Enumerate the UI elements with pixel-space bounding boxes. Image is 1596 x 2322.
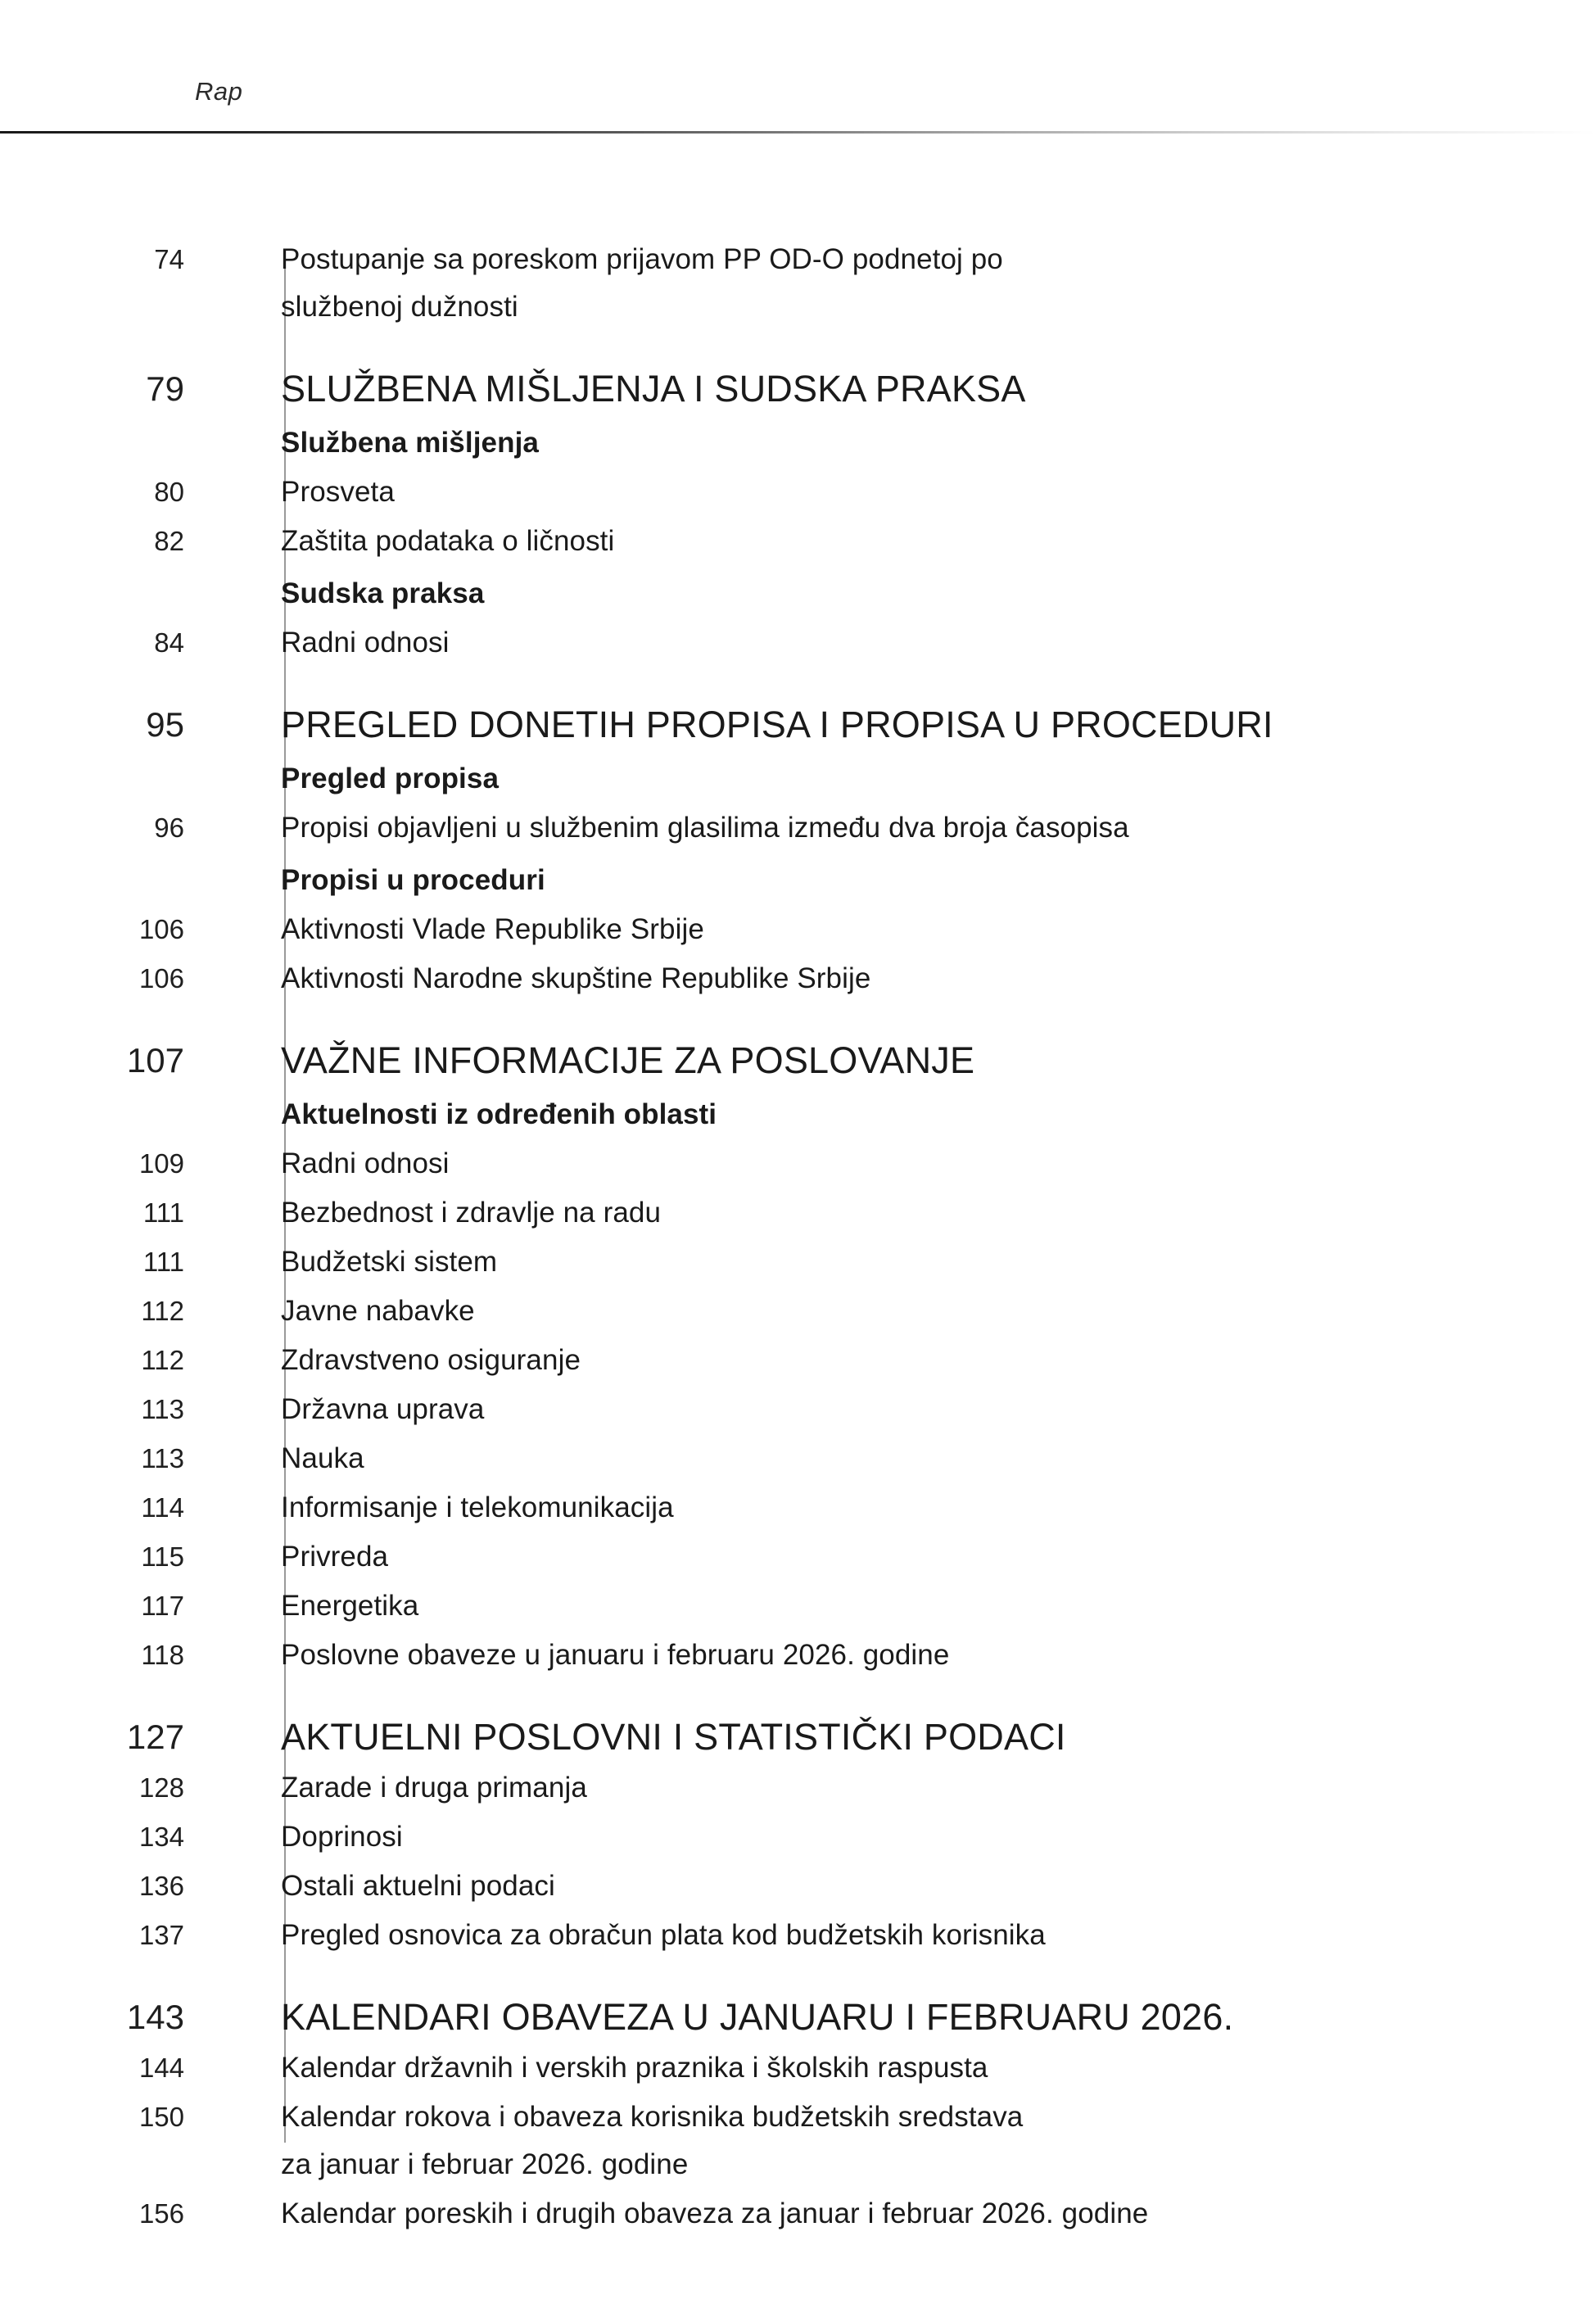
toc-page-number: 128 — [138, 1772, 184, 1803]
toc-entry-label — [235, 804, 1129, 852]
toc-entry-label-line1: Propisi u proceduri — [281, 864, 545, 896]
toc-entry-label-line1: Zdravstveno osiguranje — [281, 1344, 581, 1376]
toc-page-number: 82 — [154, 526, 184, 556]
toc-entry-label-line1: Bezbednost i zdravlje na radu — [281, 1197, 662, 1229]
toc-entry-label-line1: Ostali aktuelni podaci — [281, 1870, 555, 1902]
toc-entry-row[interactable] — [0, 803, 1596, 852]
toc-page-number: 96 — [154, 812, 184, 843]
toc-page-number: 84 — [154, 627, 184, 658]
toc-entry-row[interactable] — [0, 1581, 1596, 1630]
toc-entry-label — [235, 1863, 555, 1910]
toc-entry-label — [235, 1813, 403, 1861]
toc-entry-label-line1: Kalendar rokova i obaveza korisnika budžetskih sredstava — [281, 2101, 1024, 2133]
toc-page-number: 114 — [141, 1492, 184, 1523]
toc-entry-label — [235, 906, 704, 953]
toc-entry-label-line1: Službena mišljenja — [281, 427, 539, 459]
toc-entry-label-line1: VAŽNE INFORMACIJE ZA POSLOVANJE — [281, 1039, 975, 1081]
toc-entry-label-line2: službenoj dužnosti — [281, 291, 518, 323]
toc-entry-label-line1: Budžetski sistem — [281, 1246, 498, 1278]
toc-entry-label-line1: Privreda — [281, 1541, 389, 1573]
toc-entry-row[interactable] — [0, 1433, 1596, 1482]
toc-entry-label — [235, 1582, 418, 1630]
toc-page-number: 127 — [126, 1718, 184, 1756]
toc-entry-row[interactable] — [0, 467, 1596, 516]
toc-entry-row[interactable] — [0, 1237, 1596, 1286]
toc-page-number: 134 — [138, 1822, 184, 1852]
toc-entry-row[interactable] — [0, 1763, 1596, 1812]
toc-entry-row[interactable] — [0, 618, 1596, 667]
toc-page-number: 156 — [138, 2198, 184, 2229]
toc-entry-row[interactable] — [0, 1335, 1596, 1384]
toc-entry-label-line1: Sudska praksa — [281, 577, 485, 609]
toc-page-number: 106 — [138, 914, 184, 944]
toc-page-number: 79 — [146, 369, 184, 408]
toc-entry-row[interactable] — [0, 2043, 1596, 2092]
toc-page-number: 137 — [138, 1920, 184, 1950]
toc-entry-label-line1: Aktivnosti Vlade Republike Srbije — [281, 913, 704, 945]
toc-entry-row[interactable] — [0, 516, 1596, 565]
toc-entry-label-line1: Zarade i druga primanja — [281, 1772, 587, 1804]
toc-entry-label-line1: Zaštita podataka o ličnosti — [281, 525, 615, 557]
toc-entry-label-line1: KALENDARI OBAVEZA U JANUARU I FEBRUARU 2026. — [281, 1996, 1234, 2038]
toc-entry-row[interactable] — [0, 234, 1596, 331]
toc-page-number: 95 — [146, 705, 184, 744]
toc-entry-label — [235, 570, 484, 618]
toc-entry-label-line1: Pregled osnovica za obračun plata kod budžetskih korisnika — [281, 1919, 1046, 1951]
toc-page-number: 112 — [141, 1296, 184, 1326]
toc-page-number: 143 — [126, 1998, 184, 2036]
toc-entry-label-line1: Postupanje sa poreskom prijavom PP OD-O podnetoj po — [281, 243, 1003, 275]
toc-entry-label — [235, 364, 1026, 414]
toc-entry-row[interactable] — [0, 1138, 1596, 1188]
toc-entry-label — [235, 755, 499, 803]
toc-subheading-row[interactable] — [0, 852, 1596, 904]
toc-entry-label-line1: Kalendar poreskih i drugih obaveza za januar i februar 2026. godine — [281, 2198, 1149, 2229]
toc-entry-row[interactable] — [0, 1910, 1596, 1959]
toc-entry-label — [235, 1189, 661, 1237]
toc-entry-label — [235, 419, 539, 467]
toc-entry-row[interactable] — [0, 1384, 1596, 1433]
toc-entry-label — [235, 955, 870, 1003]
toc-row-list — [0, 234, 1596, 2238]
toc-subheading-row[interactable] — [0, 750, 1596, 803]
toc-entry-label-line1: Doprinosi — [281, 1821, 403, 1853]
toc-entry-row[interactable] — [0, 1861, 1596, 1910]
toc-entry-label-line1: Radni odnosi — [281, 1147, 450, 1179]
toc-section-row[interactable] — [0, 1959, 1596, 2043]
toc-entry-row[interactable] — [0, 2092, 1596, 2188]
toc-entry-label — [235, 1386, 484, 1433]
toc-page-number: 112 — [141, 1345, 184, 1375]
toc-entry-label-line1: Aktuelnosti iz određenih oblasti — [281, 1098, 717, 1130]
toc-entry-label-line1: Aktivnosti Narodne skupštine Republike Srbije — [281, 962, 871, 994]
toc-entry-label — [235, 2093, 1023, 2188]
toc-entry-label-line1: Pregled propisa — [281, 763, 500, 794]
toc-page-number: 111 — [142, 1197, 184, 1228]
toc-entry-label-line1: Nauka — [281, 1442, 364, 1474]
toc-entry-label-line1: PREGLED DONETIH PROPISA I PROPISA U PROCEDURI — [281, 704, 1273, 745]
toc-entry-label — [235, 1632, 949, 1679]
running-header-title: Rap — [195, 77, 243, 106]
toc-entry-label — [235, 1035, 974, 1086]
toc-section-row[interactable] — [0, 1003, 1596, 1086]
toc-entry-label — [235, 857, 545, 904]
toc-entry-label — [235, 1337, 581, 1384]
toc-entry-label-line1: Kalendar državnih i verskih praznika i školskih raspusta — [281, 2052, 988, 2084]
toc-entry-label — [235, 699, 1273, 750]
toc-section-row[interactable] — [0, 667, 1596, 750]
toc-entry-label — [235, 1712, 1066, 1763]
toc-entry-label-line1: Poslovne obaveze u januaru i februaru 2026. godine — [281, 1639, 950, 1671]
toc-entry-row[interactable] — [0, 1188, 1596, 1237]
toc-entry-label-line1: Propisi objavljeni u službenim glasilima između dva broja časopisa — [281, 812, 1129, 844]
toc-page-number: 150 — [138, 2102, 184, 2132]
toc-entry-label — [235, 468, 395, 516]
toc-entry-label — [235, 518, 614, 565]
toc-entry-label — [235, 619, 450, 667]
toc-entry-label-line1: Informisanje i telekomunikacija — [281, 1491, 674, 1523]
toc-entry-label — [235, 1435, 364, 1482]
toc-entry-label — [235, 1484, 674, 1532]
toc-entry-label — [235, 2190, 1148, 2238]
toc-page-number: 109 — [138, 1148, 184, 1179]
header-divider-rule — [0, 131, 1596, 134]
toc-entry-row[interactable] — [0, 953, 1596, 1003]
toc-entry-label — [235, 236, 1003, 331]
toc-entry-label-line1: Javne nabavke — [281, 1295, 475, 1327]
toc-page-number: 113 — [141, 1443, 184, 1473]
toc-entry-row[interactable] — [0, 904, 1596, 953]
toc-page-number: 118 — [141, 1640, 184, 1670]
toc-entry-label — [235, 1992, 1233, 2043]
toc-entry-label — [235, 1764, 587, 1812]
toc-subheading-row[interactable] — [0, 1086, 1596, 1138]
toc-page-number: 113 — [141, 1394, 184, 1424]
toc-entry-label-line2: za januar i februar 2026. godine — [281, 2148, 689, 2180]
toc-entry-label — [235, 1533, 388, 1581]
toc-page-number: 106 — [138, 963, 184, 994]
toc-entry-label-line1: SLUŽBENA MIŠLJENJA I SUDSKA PRAKSA — [281, 368, 1026, 410]
table-of-contents — [0, 234, 1596, 2238]
toc-subheading-row[interactable] — [0, 565, 1596, 618]
toc-subheading-row[interactable] — [0, 414, 1596, 467]
toc-page-number: 111 — [142, 1247, 184, 1277]
toc-entry-label — [235, 1140, 450, 1188]
toc-page-number: 74 — [154, 244, 184, 274]
toc-entry-row[interactable] — [0, 1532, 1596, 1581]
toc-entry-row[interactable] — [0, 1812, 1596, 1861]
toc-entry-row[interactable] — [0, 1482, 1596, 1532]
toc-page-number: 115 — [141, 1541, 184, 1572]
toc-entry-label-line1: Prosveta — [281, 476, 395, 508]
toc-entry-label — [235, 1238, 497, 1286]
toc-page-number: 117 — [141, 1591, 184, 1621]
toc-entry-label — [235, 2044, 988, 2092]
toc-entry-label — [235, 1912, 1046, 1959]
toc-entry-label-line1: Državna uprava — [281, 1393, 485, 1425]
toc-entry-label — [235, 1288, 475, 1335]
toc-section-row[interactable] — [0, 331, 1596, 414]
toc-entry-row[interactable] — [0, 1286, 1596, 1335]
toc-entry-label — [235, 1091, 717, 1138]
toc-entry-label-line1: Energetika — [281, 1590, 419, 1622]
toc-entry-row[interactable] — [0, 2188, 1596, 2238]
toc-section-row[interactable] — [0, 1679, 1596, 1763]
toc-page-number: 136 — [138, 1871, 184, 1901]
toc-page-number: 80 — [154, 477, 184, 507]
toc-entry-row[interactable] — [0, 1630, 1596, 1679]
toc-page-number: 144 — [138, 2053, 184, 2083]
toc-entry-label-line1: AKTUELNI POSLOVNI I STATISTIČKI PODACI — [281, 1716, 1066, 1758]
toc-page-number: 107 — [126, 1041, 184, 1080]
toc-entry-label-line1: Radni odnosi — [281, 627, 450, 659]
